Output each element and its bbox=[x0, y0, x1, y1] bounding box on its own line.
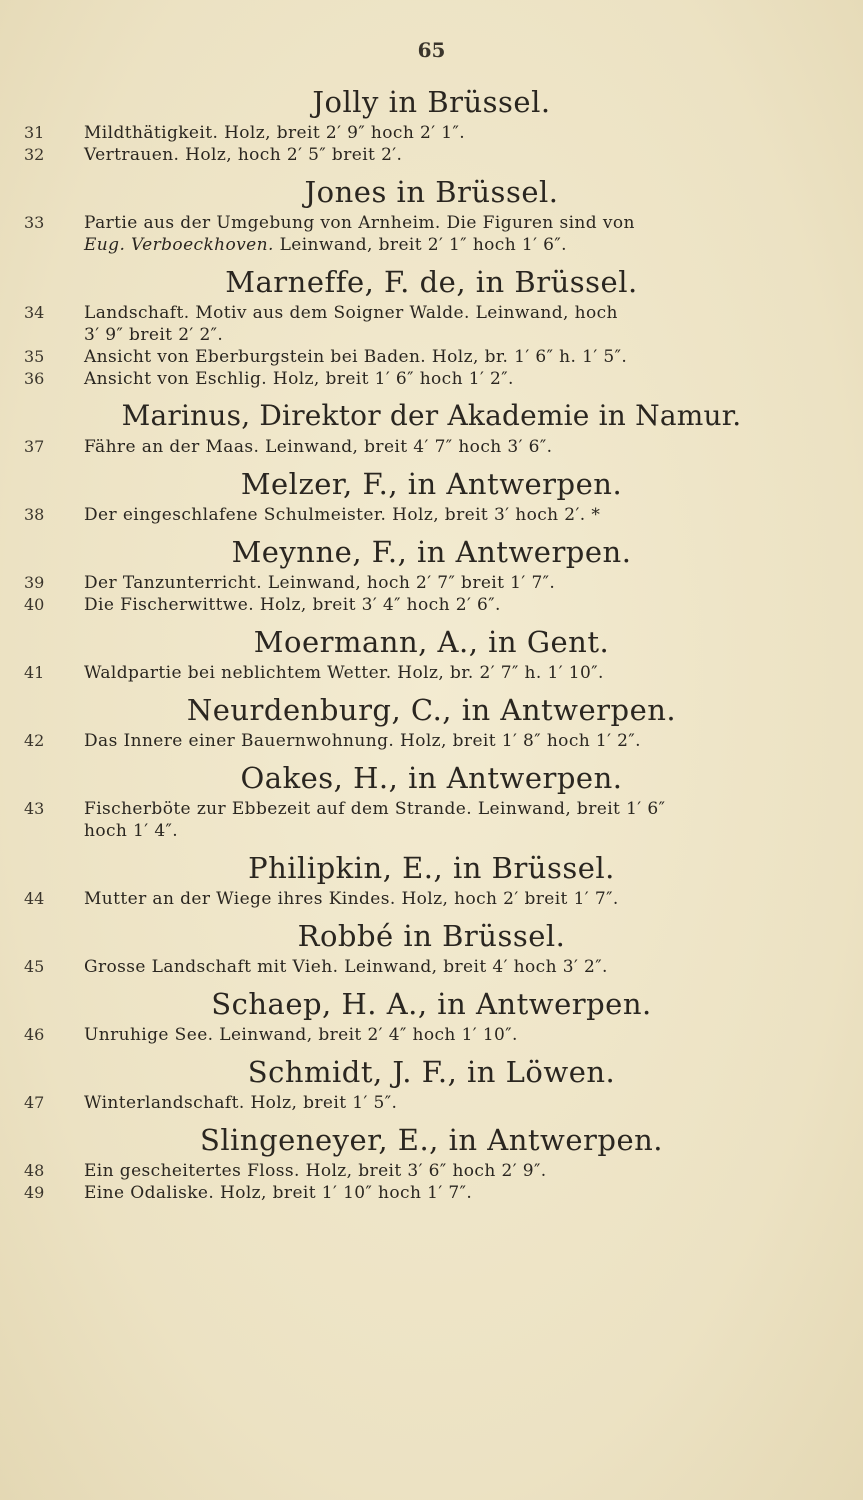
artist-section bbox=[0, 1052, 863, 1120]
entry-number: 43 bbox=[24, 799, 45, 818]
entry-description: Das Innere einer Bauernwohnung. Holz, breit 1′ 8″ hoch 1′ 2″. bbox=[84, 731, 641, 751]
artist-section bbox=[0, 532, 863, 622]
entry-description: Eine Odaliske. Holz, breit 1′ 10″ hoch 1′ 7″. bbox=[84, 1183, 473, 1203]
artist-heading: Oakes, H., in Antwerpen. bbox=[240, 761, 623, 795]
catalog-entry bbox=[0, 798, 863, 842]
entry-description: Ansicht von Eberburgstein bei Baden. Holz, br. 1′ 6″ h. 1′ 5″. bbox=[84, 347, 628, 367]
entry-number: 39 bbox=[24, 573, 45, 592]
catalog-entry bbox=[0, 212, 863, 256]
entry-attribution: Eug. Verboeckhoven. bbox=[84, 235, 274, 255]
artist-section bbox=[0, 622, 863, 690]
entry-description: Winterlandschaft. Holz, breit 1′ 5″. bbox=[84, 1093, 398, 1113]
entry-description-line: 3′ 9″ breit 2′ 2″. bbox=[84, 325, 224, 345]
entry-description-line bbox=[84, 234, 823, 256]
artist-heading: Neurdenburg, C., in Antwerpen. bbox=[186, 693, 677, 727]
entry-number: 44 bbox=[24, 889, 45, 908]
entry-dimensions: Leinwand, breit 2′ 1″ hoch 1′ 6″. bbox=[273, 235, 567, 255]
artist-section bbox=[0, 916, 863, 984]
catalog-entry bbox=[0, 662, 863, 684]
artist-section bbox=[0, 262, 863, 396]
artist-heading: Marinus, Direktor der Akademie in Namur. bbox=[121, 399, 742, 432]
catalog-entry bbox=[0, 302, 863, 346]
artist-section bbox=[0, 984, 863, 1052]
catalog-entry bbox=[0, 122, 863, 144]
artist-heading: Slingeneyer, E., in Antwerpen. bbox=[199, 1123, 664, 1157]
artist-section bbox=[0, 396, 863, 464]
entry-number: 33 bbox=[24, 213, 45, 232]
entry-description: Unruhige See. Leinwand, breit 2′ 4″ hoch 1′ 10″. bbox=[84, 1025, 518, 1045]
entry-number: 38 bbox=[24, 505, 45, 524]
catalog-entry bbox=[0, 1092, 863, 1114]
entry-description-line: hoch 1′ 4″. bbox=[84, 821, 179, 841]
artist-section bbox=[0, 172, 863, 262]
artist-heading: Meynne, F., in Antwerpen. bbox=[231, 535, 632, 569]
entry-number: 48 bbox=[24, 1161, 45, 1180]
entry-description: Fähre an der Maas. Leinwand, breit 4′ 7″ hoch 3′ 6″. bbox=[84, 437, 553, 457]
entry-description: Der eingeschlafene Schulmeister. Holz, breit 3′ hoch 2′. * bbox=[84, 505, 601, 525]
artist-heading: Melzer, F., in Antwerpen. bbox=[240, 467, 623, 501]
entry-description: Grosse Landschaft mit Vieh. Leinwand, breit 4′ hoch 3′ 2″. bbox=[84, 957, 608, 977]
entry-description-line: Fischerböte zur Ebbezeit auf dem Strande. Leinwand, breit 1′ 6″ bbox=[84, 799, 666, 819]
page-number: 65 bbox=[417, 38, 446, 62]
entry-number: 40 bbox=[24, 595, 45, 614]
entry-number: 46 bbox=[24, 1025, 45, 1044]
catalog-entry bbox=[0, 572, 863, 594]
artist-heading: Robbé in Brüssel. bbox=[297, 919, 566, 953]
artist-section bbox=[0, 1120, 863, 1204]
entry-number: 42 bbox=[24, 731, 45, 750]
artist-section bbox=[0, 690, 863, 758]
entry-number: 31 bbox=[24, 123, 45, 142]
entry-description: Ansicht von Eschlig. Holz, breit 1′ 6″ hoch 1′ 2″. bbox=[84, 369, 514, 389]
entry-number: 34 bbox=[24, 303, 45, 322]
artist-section bbox=[0, 848, 863, 916]
entry-number: 36 bbox=[24, 369, 45, 388]
catalog-entry bbox=[0, 1024, 863, 1046]
entry-description: Die Fischerwittwe. Holz, breit 3′ 4″ hoch 2′ 6″. bbox=[84, 595, 501, 615]
entry-number: 32 bbox=[24, 145, 45, 164]
catalog-entry bbox=[0, 144, 863, 166]
catalog-content bbox=[0, 82, 863, 1204]
entry-number: 45 bbox=[24, 957, 45, 976]
artist-heading: Moermann, A., in Gent. bbox=[253, 625, 610, 659]
entry-number: 41 bbox=[24, 663, 45, 682]
catalog-entry bbox=[0, 1160, 863, 1182]
catalog-entry bbox=[0, 346, 863, 368]
catalog-entry bbox=[0, 888, 863, 910]
entry-description: Mildthätigkeit. Holz, breit 2′ 9″ hoch 2′ 1″. bbox=[84, 123, 466, 143]
artist-section bbox=[0, 758, 863, 848]
entry-number: 37 bbox=[24, 437, 45, 456]
entry-description: Der Tanzunterricht. Leinwand, hoch 2′ 7″ breit 1′ 7″. bbox=[84, 573, 556, 593]
artist-section bbox=[0, 82, 863, 172]
entry-number: 35 bbox=[24, 347, 45, 366]
artist-heading: Schmidt, J. F., in Löwen. bbox=[247, 1055, 616, 1089]
artist-heading: Marneffe, F. de, in Brüssel. bbox=[225, 265, 638, 299]
entry-description: Vertrauen. Holz, hoch 2′ 5″ breit 2′. bbox=[84, 145, 403, 165]
entry-description: Ein gescheitertes Floss. Holz, breit 3′ 6″ hoch 2′ 9″. bbox=[84, 1161, 547, 1181]
artist-section bbox=[0, 464, 863, 532]
catalog-entry bbox=[0, 368, 863, 390]
artist-heading: Jones in Brüssel. bbox=[304, 175, 559, 209]
entry-number: 49 bbox=[24, 1183, 45, 1202]
catalog-entry bbox=[0, 730, 863, 752]
entry-description: Waldpartie bei neblichtem Wetter. Holz, br. 2′ 7″ h. 1′ 10″. bbox=[84, 663, 604, 683]
entry-description: Mutter an der Wiege ihres Kindes. Holz, hoch 2′ breit 1′ 7″. bbox=[84, 889, 619, 909]
catalog-entry bbox=[0, 436, 863, 458]
entry-number: 47 bbox=[24, 1093, 45, 1112]
catalog-entry bbox=[0, 594, 863, 616]
catalog-entry bbox=[0, 1182, 863, 1204]
artist-heading: Jolly in Brüssel. bbox=[312, 85, 551, 119]
entry-description-line: Partie aus der Umgebung von Arnheim. Die Figuren sind von bbox=[84, 213, 635, 233]
entry-description-line: Landschaft. Motiv aus dem Soigner Walde. Leinwand, hoch bbox=[84, 303, 618, 323]
artist-heading: Schaep, H. A., in Antwerpen. bbox=[211, 987, 652, 1021]
catalog-entry bbox=[0, 956, 863, 978]
artist-heading: Philipkin, E., in Brüssel. bbox=[248, 851, 615, 885]
catalog-entry bbox=[0, 504, 863, 526]
